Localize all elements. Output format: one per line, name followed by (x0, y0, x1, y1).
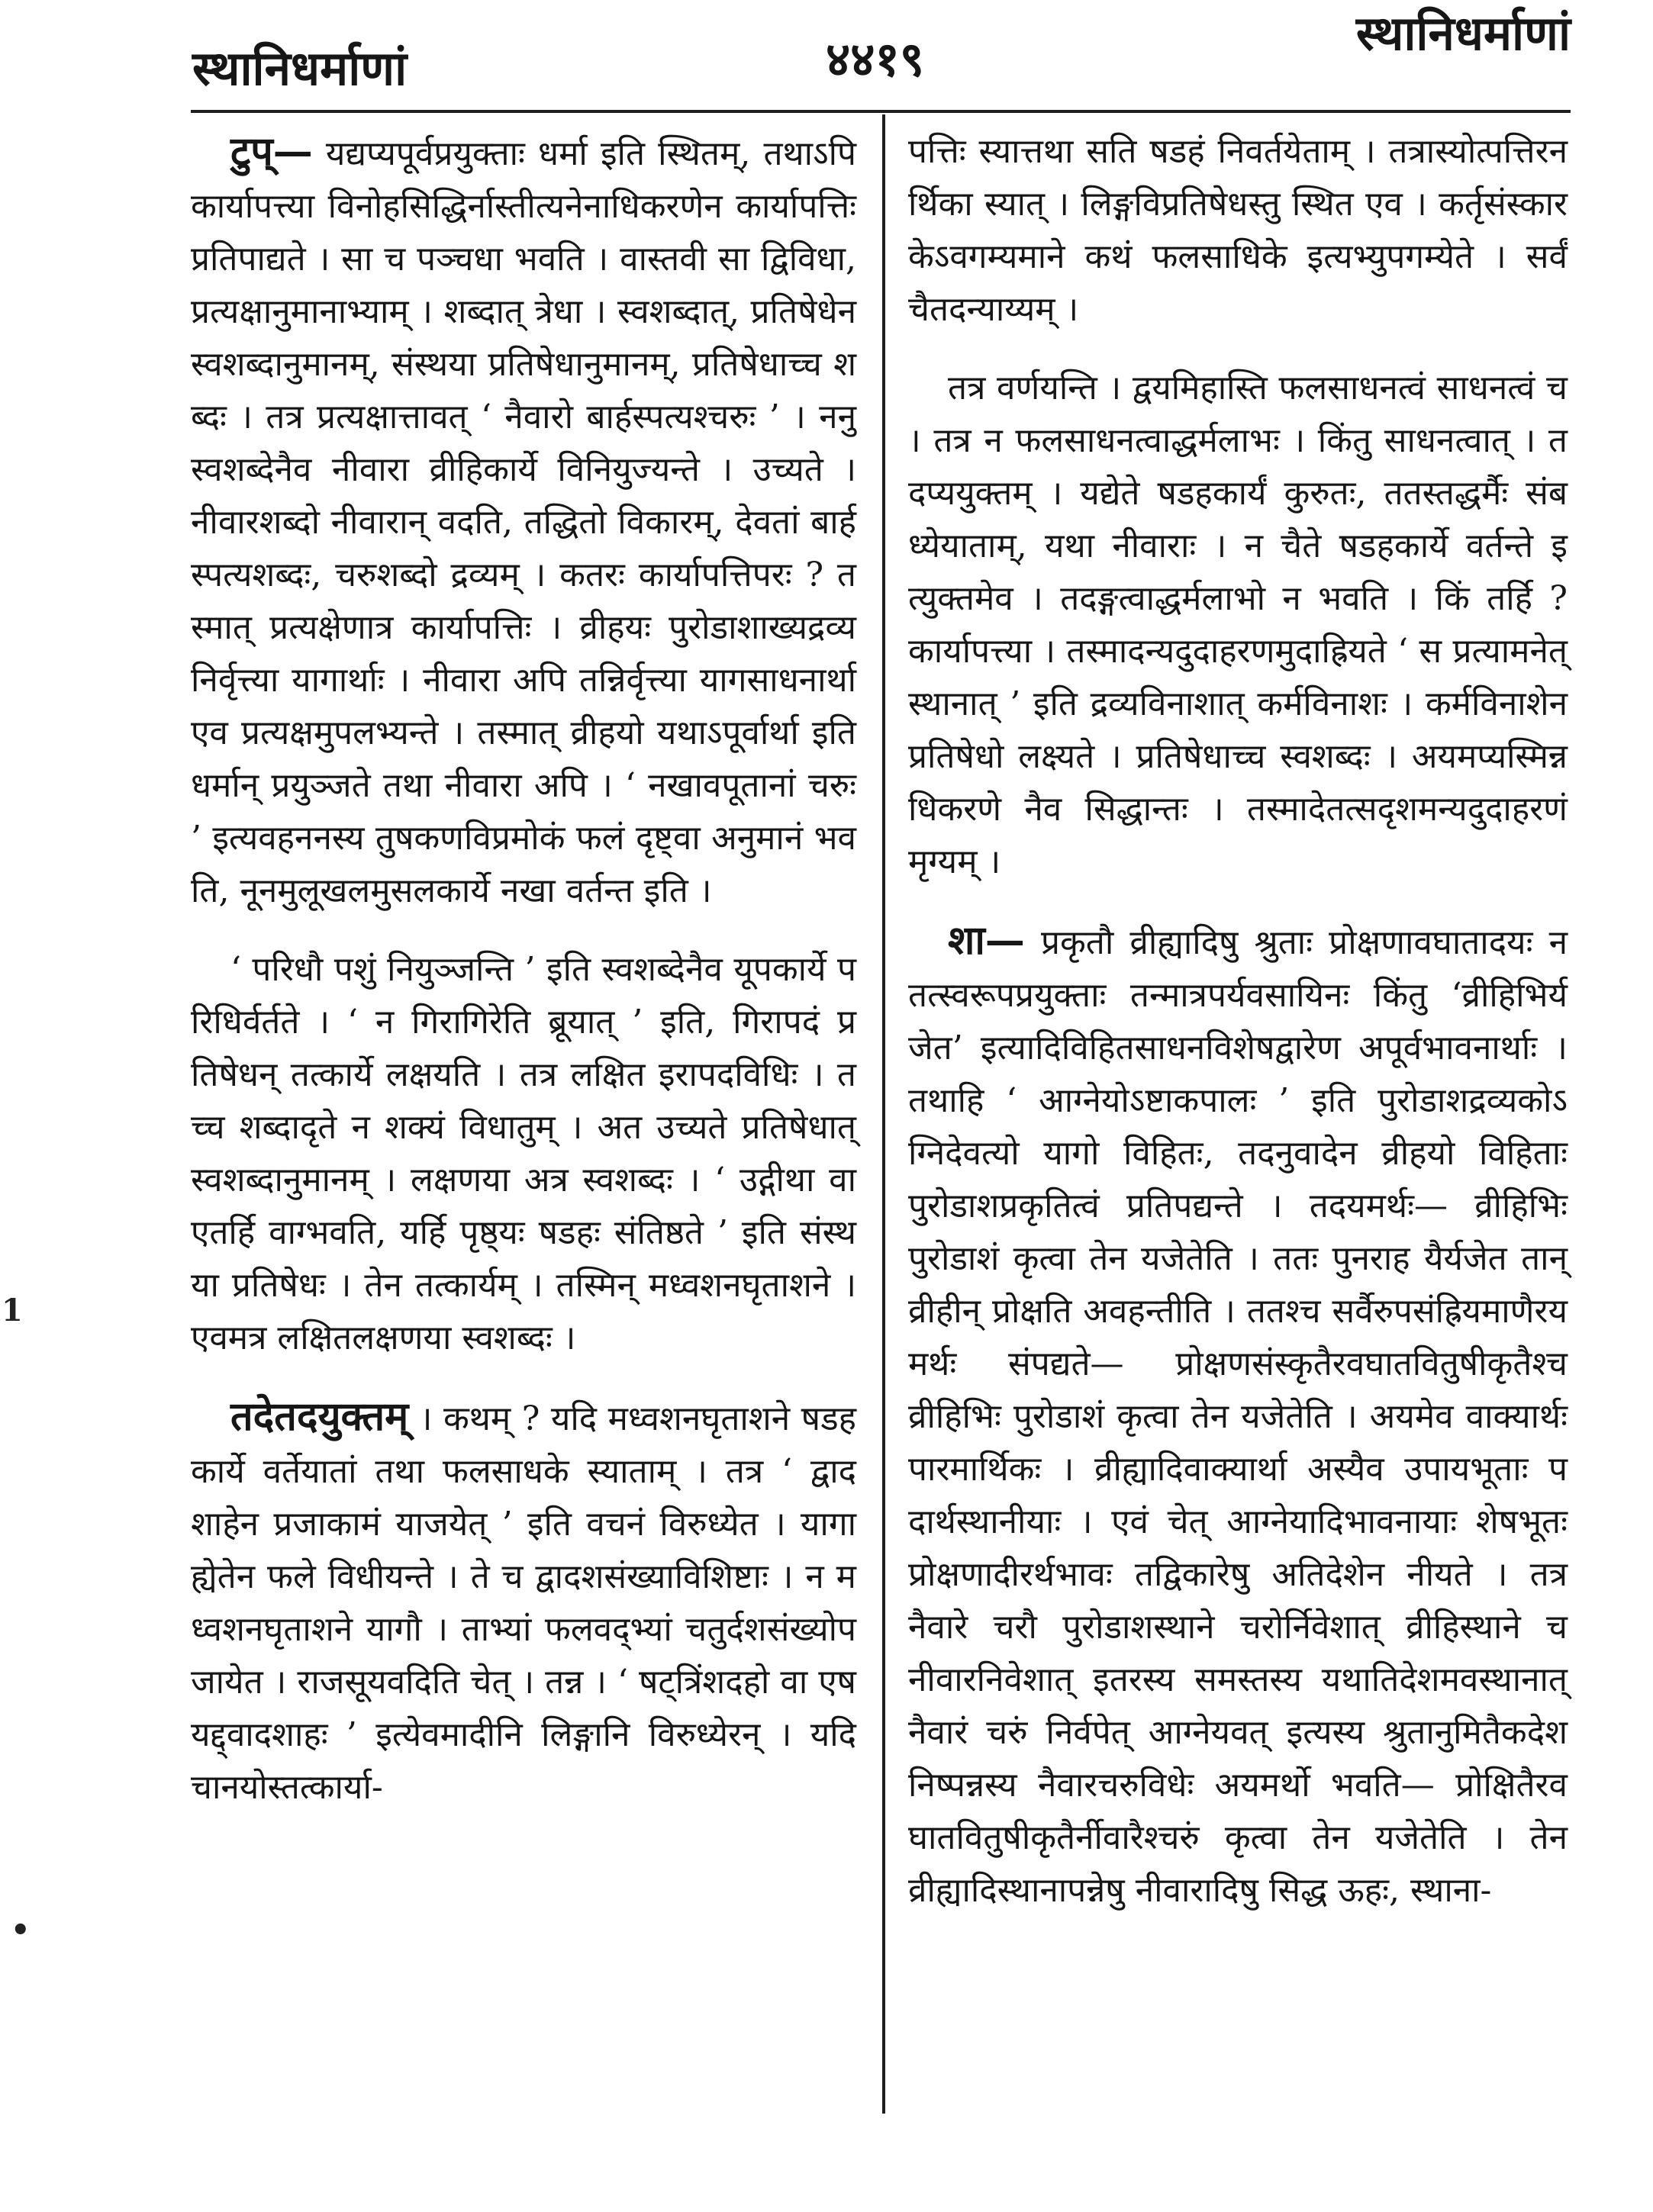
paragraph-lead: टुप्— (230, 128, 313, 175)
running-title-left: स्थानिधर्माणां (192, 40, 408, 96)
page-number: ४४१९ (826, 31, 924, 87)
paragraph-text: । कथम् ? यदि मध्वशनघृताशने षडहकार्ये वर्तेयातां तथा फलसाधके स्याताम् । तत्र ‘ द्वादशाहेन प्रजाकामं याजयेत् ’ इति वचनं विरुध्येत । यागा ह्येतेन फले विधीयन्ते । ते च द्वादशसंख्याविशिष्टाः । न मध्वशनघृताशने यागौ । ताभ्यां फलवद्भ्यां चतुर्दशसंख्योपजायेत । राजसूयवदिति चेत् । तन्न । ‘ षट्त्रिंशदहो वा एष यद्द्वादशाहः ’ इत्येवमादीनि लिङ्गानि विरुध्येरन् । यदि चानयोस्तत्कार्या- (191, 1399, 856, 1807)
margin-mark: • (11, 1912, 31, 1948)
paragraph-lead: तदेतदयुक्तम् (230, 1393, 409, 1440)
left-column (191, 125, 856, 1840)
left-paragraph-3 (191, 1390, 856, 1814)
right-paragraph-3 (908, 914, 1568, 1917)
right-column (908, 125, 1568, 1943)
left-paragraph-2 (191, 943, 856, 1364)
paragraph-text: ‘ परिधौ पशुं नियुञ्जन्ति ’ इति स्वशब्देनैव यूपकार्ये परिधिर्वर्तते । ‘ न गिरागिरेति ब्रूयात् ’ इति, गिरापदं प्रतिषेधन् तत्कार्ये लक्षयति । तत्र लक्षित इरापदविधिः । तच्च शब्दादृते न शक्यं विधातुम् । अत उच्यते प्रतिषेधात् स्वशब्दानुमानम् । लक्षणया अत्र स्वशब्दः । ‘ उद्गीथा वा एतर्हि वाग्भवति, यर्हि पृष्ठ्यः षडहः संतिष्ठते ’ इति संस्थया प्रतिषेधः । तेन तत्कार्यम् । तस्मिन् मध्वशनघृताशने । एवमत्र लक्षितलक्षणया स्वशब्दः । (191, 950, 856, 1357)
header-rule (191, 110, 1571, 113)
margin-mark: 1 (2, 1293, 23, 1328)
column-divider (882, 114, 885, 2114)
paragraph-text: प्रकृतौ व्रीह्यादिषु श्रुताः प्रोक्षणावघातादयः न तत्स्वरूपप्रयुक्ताः तन्मात्रपर्यवसायिनः किंतु ‘व्रीहिभिर्यजेत’ इत्यादिविहितसाधनविशेषद्वारेण अपूर्वभावनार्थाः । तथाहि ‘ आग्नेयोऽष्टाकपालः ’ इति पुरोडाशद्रव्यकोऽग्निदेवत्यो यागो विहितः, तदनुवादेन व्रीहयो विहिताः पुरोडाशप्रकृतित्वं प्रतिपद्यन्ते । तदयमर्थः— व्रीहिभिः पुरोडाशं कृत्वा तेन यजेतेति । ततः पुनराह यैर्यजेत तान् व्रीहीन् प्रोक्षति अवहन्तीति । ततश्च सर्वैरुपसंह्रियमाणैरयमर्थः संपद्यते— प्रोक्षणसंस्कृतैरवघातवितुषीकृतैश्च व्रीहिभिः पुरोडाशं कृत्वा तेन यजेतेति । अयमेव वाक्यार्थः पारमार्थिकः । व्रीह्यादिवाक्यार्था अस्यैव उपायभूताः पदार्थस्थानीयाः । एवं चेत् आग्नेयादिभावनायाः शेषभूतः प्रोक्षणादीरर्थभावः तद्विकारेषु अतिदेशेन नीयते । तत्र नैवारे चरौ पुरोडाशस्थाने चरोर्निवेशात् व्रीहिस्थाने च नीवारनिवेशात् इतरस्य समस्तस्य यथातिदेशमवस्थानात् नैवारं चरुं निर्वपेत् आग्नेयवत् इत्यस्य श्रुतानुमितैकदेशनिष्पन्नस्य नैवारचरुविधेः अयमर्थो भवति— प्रोक्षितैरवघातवितुषीकृतैर्नीवारैश्चरुं कृत्वा तेन यजेतेति । तेन व्रीह्यादिस्थानापन्नेषु नीवारादिषु सिद्ध ऊहः, स्थाना- (908, 923, 1568, 1910)
paragraph-text: तत्र वर्णयन्ति । द्वयमिहास्ति फलसाधनत्वं साधनत्वं च । तत्र न फलसाधनत्वाद्धर्मलाभः । किंतु साधनत्वात् । तदप्ययुक्तम् । यद्येते षडहकार्यं कुरुतः, ततस्तद्धर्मैः संबध्येयाताम्, यथा नीवाराः । न चैते षडहकार्ये वर्तन्ते इत्युक्तमेव । तदङ्गत्वाद्धर्मलाभो न भवति । किं तर्हि ? कार्यापत्त्या । तस्मादन्यदुदाहरणमुदाह्रियते ‘ स प्रत्यामनेत् स्थानात् ’ इति द्रव्यविनाशात् कर्मविनाशः । कर्मविनाशेन प्रतिषेधो लक्ष्यते । प्रतिषेधाच्च स्वशब्दः । अयमप्यस्मिन्नधिकरणे नैव सिद्धान्तः । तस्मादेतत्सदृशमन्यदुदाहरणं मृग्यम् । (908, 369, 1568, 881)
running-title-right: स्थानिधर्माणां (1355, 5, 1571, 61)
right-paragraph-1 (908, 125, 1568, 336)
paragraph-text: पत्तिः स्यात्तथा सति षडहं निवर्तयेताम् । तत्रास्योत्पत्तिरनर्थिका स्यात् । लिङ्गविप्रतिषेधस्तु स्थित एव । कर्तृसंस्कारकेऽवगम्यमाने कथं फलसाधिके इत्यभ्युपगम्येते । सर्वं चैतदन्याय्यम् । (908, 132, 1568, 329)
paragraph-text: यद्यप्यपूर्वप्रयुक्ताः धर्मा इति स्थितम्, तथाऽपि कार्यापत्त्या विनोहसिद्धिर्नास्तीत्यनेनाधिकरणेन कार्यापत्तिः प्रतिपाद्यते । सा च पञ्चधा भवति । वास्तवी सा द्विविधा, प्रत्यक्षानुमानाभ्याम् । शब्दात् त्रेधा । स्वशब्दात्, प्रतिषेधेन स्वशब्दानुमानम्, संस्थया प्रतिषेधानुमानम्, प्रतिषेधाच्च शब्दः । तत्र प्रत्यक्षात्तावत् ‘ नैवारो बार्हस्पत्यश्चरुः ’ । ननु स्वशब्देनैव नीवारा व्रीहिकार्ये विनियुज्यन्ते । उच्यते । नीवारशब्दो नीवारान् वदति, तद्धितो विकारम्, देवतां बार्हस्पत्यशब्दः, चरुशब्दो द्रव्यम् । कतरः कार्यापत्तिपरः ? तस्मात् प्रत्यक्षेणात्र कार्यापत्तिः । व्रीहयः पुरोडाशाख्यद्रव्यनिर्वृत्त्या यागार्थाः । नीवारा अपि तन्निर्वृत्त्या यागसाधनार्था एव प्रत्यक्षमुपलभ्यन्ते । तस्मात् व्रीहयो यथाऽपूर्वार्था इति धर्मान् प्रयुञ्जते तथा नीवारा अपि । ‘ नखावपूतानां चरुः ’ इत्यवहननस्य तुषकणविप्रमोकं फलं दृष्ट्वा अनुमानं भवति, नूनमुलूखलमुसलकार्ये नखा वर्तन्त इति । (191, 134, 856, 910)
left-paragraph-1 (191, 125, 856, 917)
right-paragraph-2 (908, 362, 1568, 888)
paragraph-lead: शा— (948, 917, 1025, 964)
